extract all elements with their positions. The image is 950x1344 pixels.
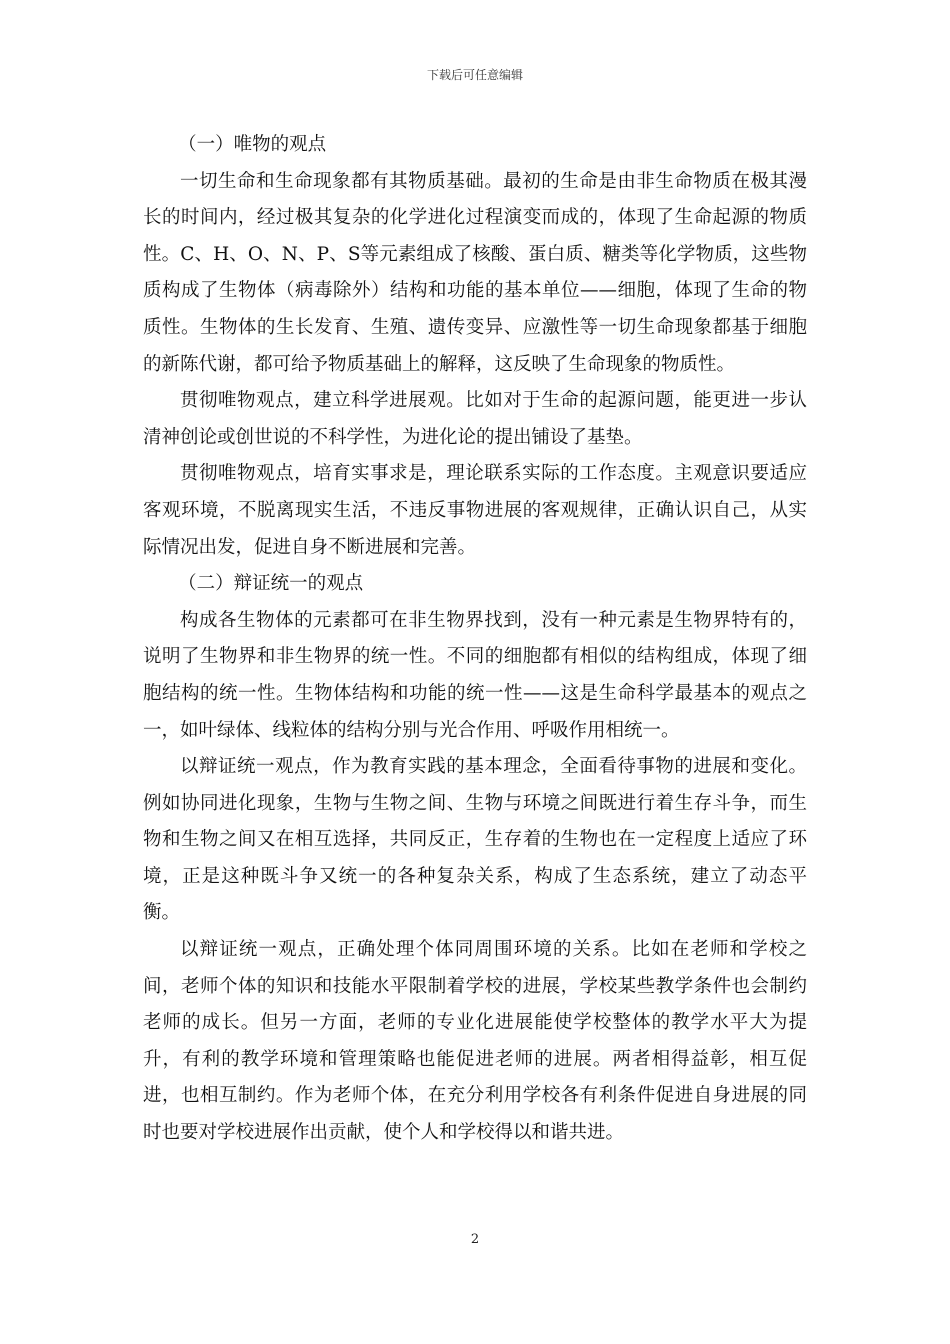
- paragraph: 贯彻唯物观点，建立科学进展观。比如对于生命的起源问题，能更进一步认清神创论或创世说的不科学性，为进化论的提出铺设了基垫。: [143, 390, 807, 448]
- page-header: 下载后可任意编辑: [426, 68, 523, 82]
- paragraph: 以辩证统一观点，作为教育实践的基本理念，全面看待事物的进展和变化。例如协同进化现象，生物与生物之间、生物与环境之间既进行着生存斗争，而生物和生物之间又在相互选择，共同反正，生存着的生物也在一定程度上适应了环境，正是这种既斗争又统一的各种复杂关系，构成了生态系统，建立了动态平衡。: [143, 756, 807, 924]
- paragraph: 贯彻唯物观点，培育实事求是，理论联系实际的工作态度。主观意识要适应客观环境，不脱离现实生活，不违反事物进展的客观规律，正确认识自己，从实际情况出发，促进自身不断进展和完善。: [143, 463, 807, 558]
- document-body: [143, 127, 807, 1152]
- paragraph: 一切生命和生命现象都有其物质基础。最初的生命是由非生命物质在极其漫长的时间内，经过极其复杂的化学进化过程演变而成的，体现了生命起源的物质性。C、H、O、N、P、S等元素组成了核酸、蛋白质、糖类等化学物质，这些物质构成了生物体（病毒除外）结构和功能的基本单位——细胞，体现了生命的物质性。生物体的生长发育、生殖、遗传变异、应激性等一切生命现象都基于细胞的新陈代谢，都可给予物质基础上的解释，这反映了生命现象的物质性。: [143, 170, 807, 375]
- page-number: 2: [470, 1232, 480, 1247]
- paragraph: 构成各生物体的元素都可在非生物界找到，没有一种元素是生物界特有的，说明了生物界和非生物界的统一性。不同的细胞都有相似的结构组成，体现了细胞结构的统一性。生物体结构和功能的统一性——这是生命科学最基本的观点之一，如叶绿体、线粒体的结构分别与光合作用、呼吸作用相统一。: [143, 609, 807, 741]
- paragraph: 以辩证统一观点，正确处理个体同周围环境的关系。比如在老师和学校之间，老师个体的知识和技能水平限制着学校的进展，学校某些教学条件也会制约老师的成长。但另一方面，老师的专业化进展能使学校整体的教学水平大为提升，有利的教学环境和管理策略也能促进老师的进展。两者相得益彰，相互促进，也相互制约。作为老师个体，在充分利用学校各有利条件促进自身进展的同时也要对学校进展作出贡献，使个人和学校得以和谐共进。: [143, 939, 807, 1144]
- section-heading-materialism: （一）唯物的观点: [178, 134, 327, 155]
- section-heading-dialectical-unity: （二）辩证统一的观点: [178, 573, 364, 595]
